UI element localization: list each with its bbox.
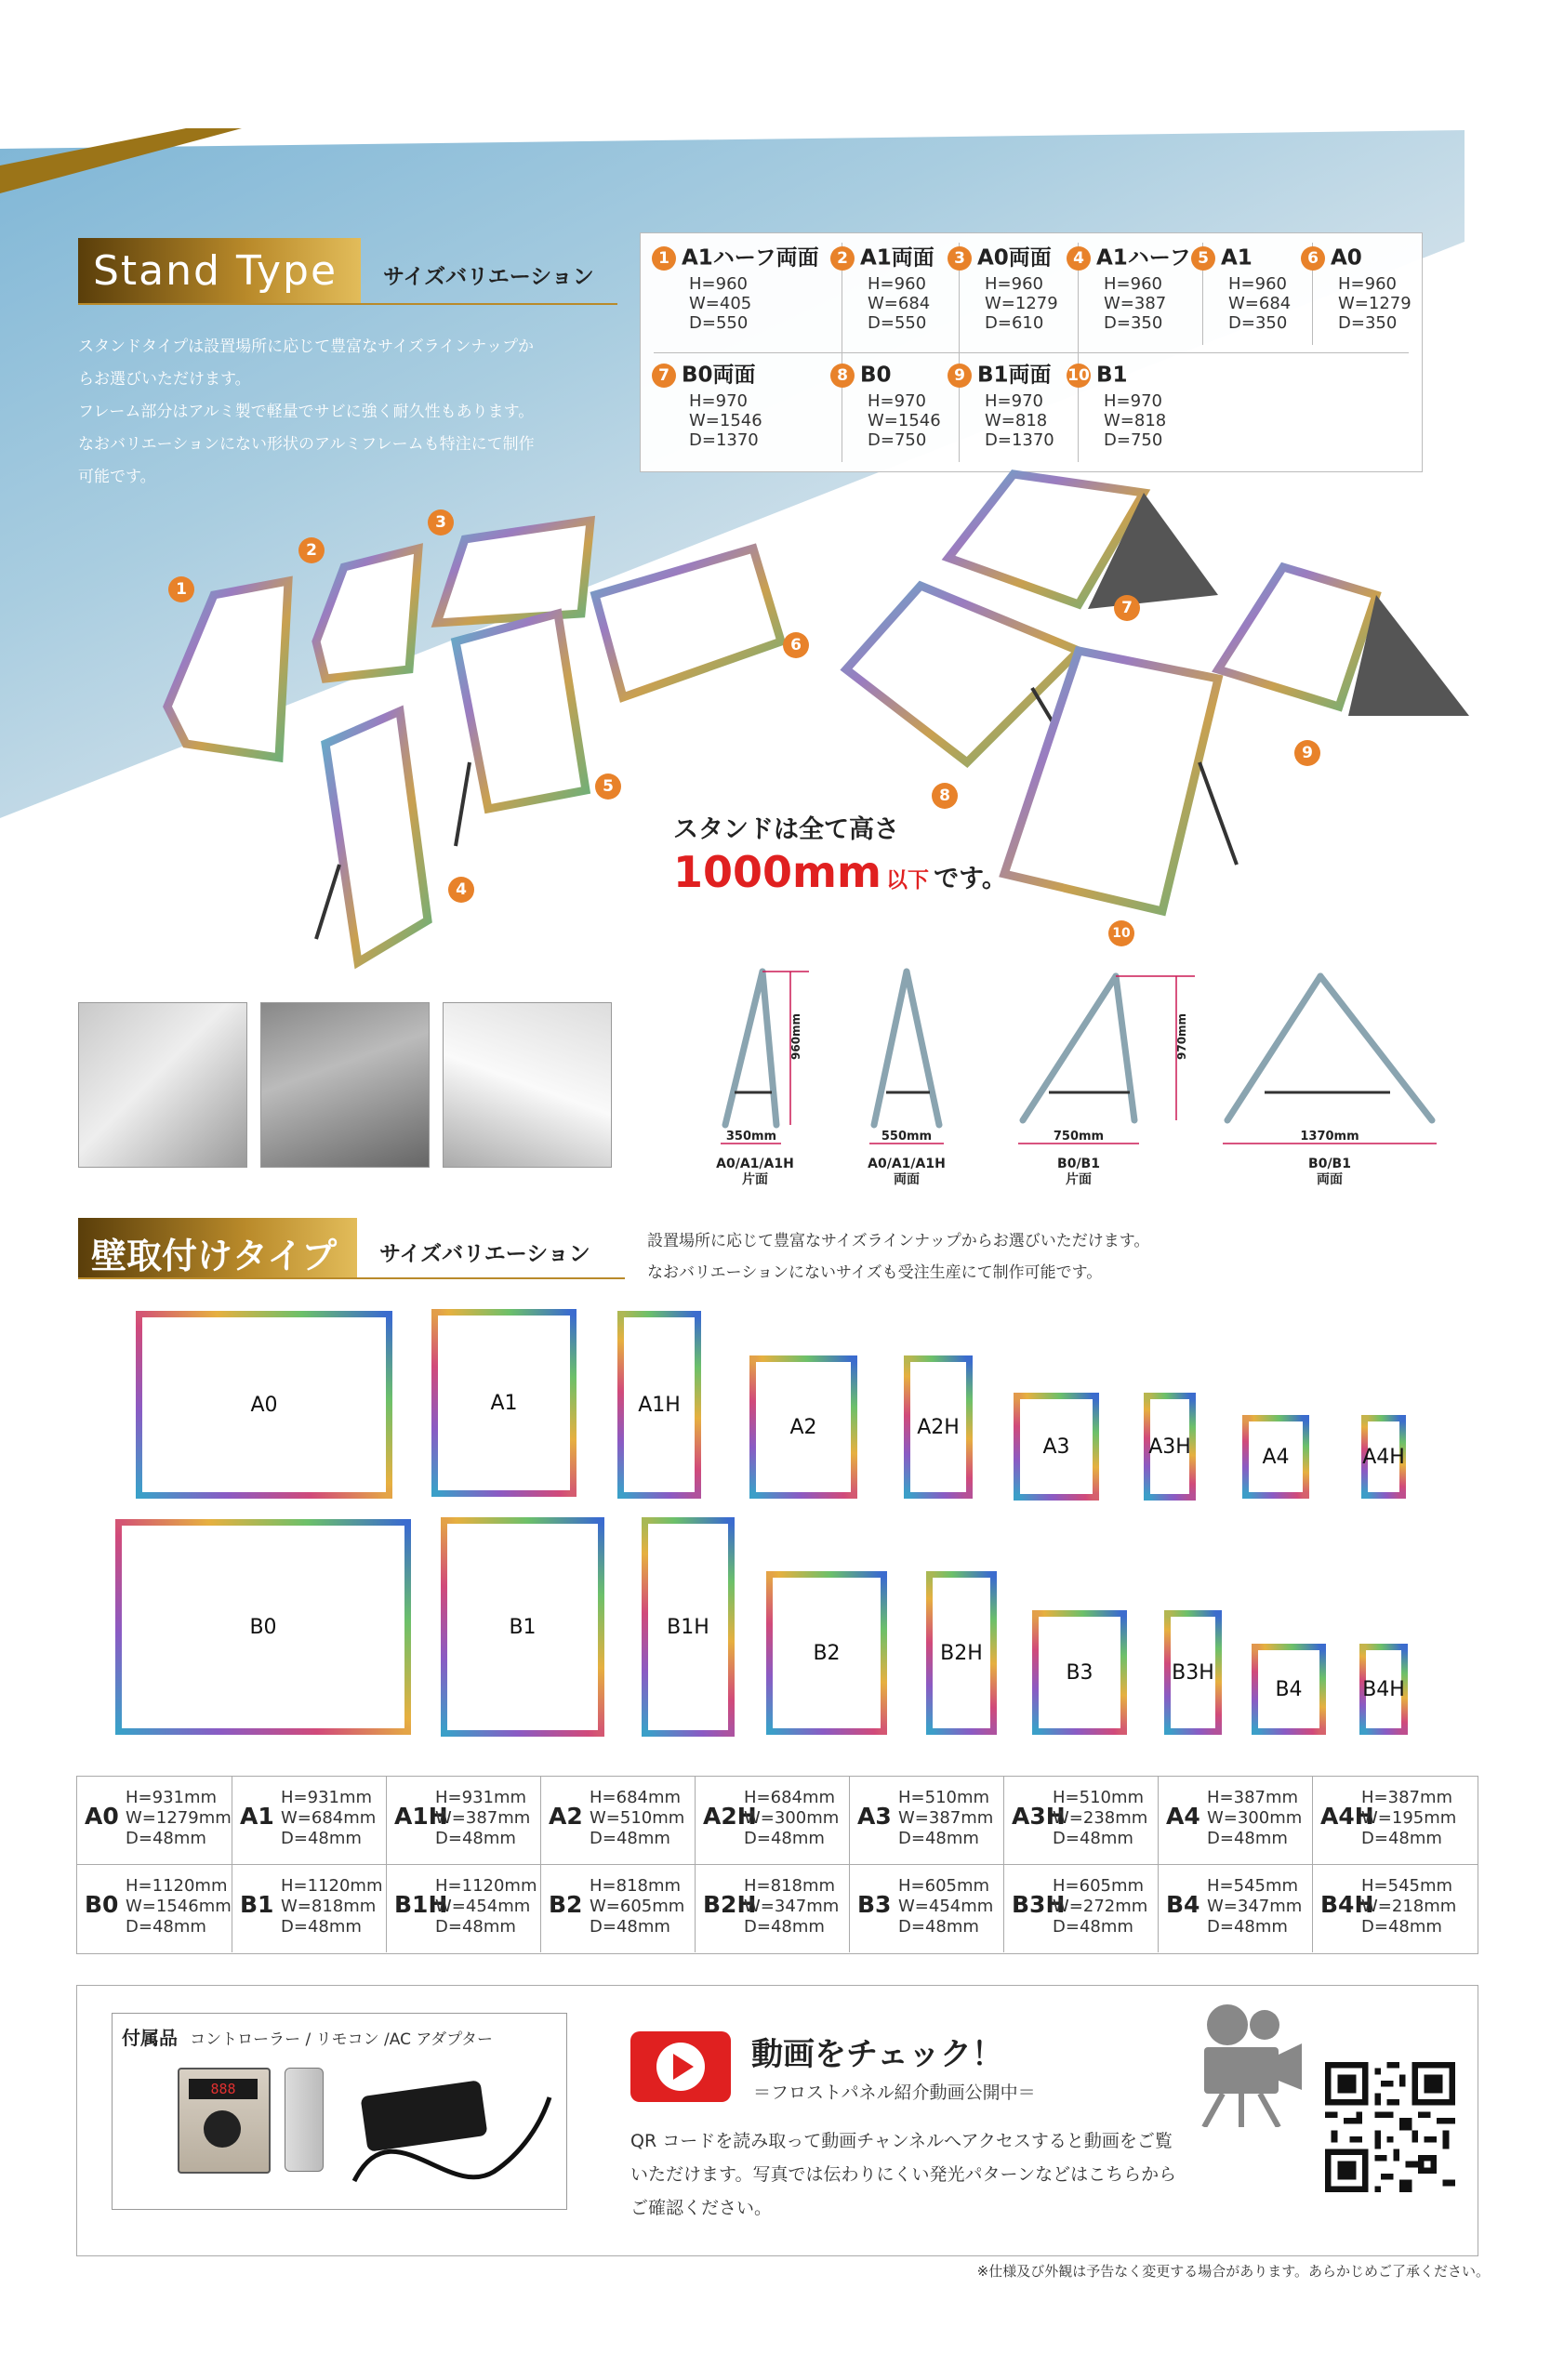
wall-size-d: D=48mm: [126, 1829, 206, 1848]
wall-size-w: W=387mm: [898, 1808, 994, 1828]
wall-title-underline: [78, 1277, 625, 1279]
stand-size-6: [1301, 246, 1412, 333]
size-w: W=1279: [1338, 294, 1412, 313]
wall-size-w: W=1279mm: [126, 1808, 232, 1828]
wall-size-w: W=218mm: [1361, 1897, 1457, 1916]
wall-intro-line: 設置場所に応じて豊富なサイズラインナップからお選びいただけます。: [647, 1232, 1150, 1250]
wall-size-d: D=48mm: [281, 1829, 362, 1848]
diagram-label: B0/B1: [1057, 1157, 1100, 1171]
product-badge-10: 10: [1108, 920, 1134, 946]
wall-intro-line: なおバリエーションにないサイズも受注生産にて制作可能です。: [647, 1263, 1103, 1282]
wall-size-cell: [695, 1865, 850, 1952]
wall-frame-B2: B2: [766, 1571, 887, 1735]
diagram-depth-1370: 1370mm: [1300, 1130, 1359, 1144]
wall-size-d: D=48mm: [590, 1917, 670, 1937]
wall-size-h: H=510mm: [898, 1788, 990, 1807]
wall-size-name: B2H: [703, 1891, 757, 1918]
stand-size-5: [1191, 246, 1291, 333]
size-d: D=350: [1228, 313, 1288, 333]
wall-size-name: B1: [240, 1891, 274, 1918]
size-w: W=1546: [868, 411, 941, 430]
wall-size-name: A3: [857, 1803, 892, 1830]
stand-product-1: [167, 581, 288, 758]
wall-frame-A4: A4: [1242, 1415, 1309, 1499]
wall-frame-A4H: A4H: [1361, 1415, 1406, 1499]
size-h: H=970: [1104, 391, 1162, 411]
wall-size-cell: [232, 1777, 387, 1864]
stand-title-underline: [78, 303, 617, 305]
wall-size-w: W=238mm: [1053, 1808, 1148, 1828]
accessory-box: [112, 2013, 567, 2210]
video-desc-line: いただけます。写真では伝わりにくい発光パターンなどはこちらから: [630, 2164, 1177, 2185]
wall-size-name: A1: [240, 1803, 274, 1830]
wall-size-h: H=545mm: [1361, 1876, 1453, 1896]
stand-product-4: [325, 711, 428, 962]
wall-size-w: W=605mm: [590, 1897, 685, 1916]
size-h: H=960: [985, 274, 1043, 294]
stand-product-3: [437, 521, 590, 623]
diagram-depth-550: 550mm: [881, 1130, 933, 1144]
wall-intro: [647, 1225, 1149, 1289]
stand-size-8: [830, 364, 941, 450]
product-badge-3: 3: [428, 509, 454, 536]
stand-intro-line: フレーム部分はアルミ製で軽量でサビに強く耐久性もあります。: [78, 403, 535, 421]
wall-size-cell: [386, 1865, 541, 1952]
wall-size-d: D=48mm: [281, 1917, 362, 1937]
stand-size-4: [1067, 246, 1191, 333]
wall-size-w: W=347mm: [1207, 1897, 1303, 1916]
size-name: A0両面: [977, 245, 1052, 271]
product-badge-8: 8: [932, 783, 958, 809]
stand-intro-line: 可能です。: [78, 468, 156, 486]
stand-size-9: [948, 364, 1054, 450]
diagram-depth-350: 350mm: [725, 1130, 777, 1144]
wall-size-d: D=48mm: [744, 1829, 825, 1848]
video-camera-icon: [1186, 1997, 1306, 2127]
wall-size-h: H=684mm: [744, 1788, 836, 1807]
stand-size-10: [1067, 364, 1166, 450]
stand-product-8: [846, 586, 1079, 762]
wall-size-name: B0: [85, 1891, 119, 1918]
size-badge: 1: [652, 246, 676, 271]
wall-frame-A2H: A2H: [904, 1355, 973, 1499]
wall-size-name: A2: [549, 1803, 583, 1830]
wall-size-h: H=605mm: [1053, 1876, 1145, 1896]
controller-image: 888: [178, 2068, 271, 2174]
wall-size-cell: [695, 1777, 850, 1864]
wall-frame-A2: A2: [749, 1355, 857, 1499]
wall-size-w: W=818mm: [281, 1897, 377, 1916]
wall-size-h: H=931mm: [281, 1788, 373, 1807]
stand-title: Stand Type: [93, 247, 338, 295]
wall-size-name: B4: [1166, 1891, 1200, 1918]
wall-subtitle: サイズバリエーション: [379, 1242, 590, 1266]
detail-photo-corner: [78, 1002, 247, 1168]
diagram-label: 両面: [1317, 1172, 1343, 1187]
stand-intro-line: スタンドタイプは設置場所に応じて豊富なサイズラインナップか: [78, 337, 534, 356]
wall-size-d: D=48mm: [898, 1829, 979, 1848]
wall-size-d: D=48mm: [1207, 1917, 1288, 1937]
product-badge-5: 5: [595, 774, 621, 800]
diagram-label: A0/A1/A1H: [716, 1157, 794, 1171]
stand-title-box: [78, 238, 361, 303]
product-badge-2: 2: [298, 537, 325, 563]
wall-frame-A1H: A1H: [617, 1311, 701, 1499]
size-w: W=387: [1104, 294, 1167, 313]
wall-size-h: H=387mm: [1361, 1788, 1453, 1807]
wall-size-w: W=347mm: [744, 1897, 840, 1916]
wall-frame-B3H: B3H: [1164, 1610, 1222, 1735]
product-badge-7: 7: [1114, 595, 1140, 621]
wall-frame-B1: B1: [441, 1517, 604, 1737]
diagram-label: 両面: [894, 1172, 920, 1187]
stand-subtitle: サイズバリエーション: [383, 265, 594, 289]
accessory-title: 付属品: [122, 2027, 178, 2049]
wall-size-d: D=48mm: [126, 1917, 206, 1937]
size-name: B1: [1096, 363, 1128, 388]
wall-size-h: H=684mm: [590, 1788, 682, 1807]
size-badge: 4: [1067, 246, 1091, 271]
video-description: [630, 2124, 1176, 2225]
wall-size-name: B3H: [1012, 1891, 1066, 1918]
wall-size-d: D=48mm: [744, 1917, 825, 1937]
wall-size-cell: [232, 1865, 387, 1952]
size-name: A0: [1331, 245, 1362, 271]
size-name: B1両面: [977, 363, 1052, 388]
wall-size-w: W=510mm: [590, 1808, 685, 1828]
diagram-label: 片面: [742, 1172, 768, 1187]
wall-frame-A3: A3: [1014, 1393, 1099, 1501]
wall-size-h: H=510mm: [1053, 1788, 1145, 1807]
wall-size-d: D=48mm: [1207, 1829, 1288, 1848]
wall-size-h: H=605mm: [898, 1876, 990, 1896]
wall-size-h: H=818mm: [590, 1876, 682, 1896]
size-w: W=684: [868, 294, 931, 313]
height-note-line1: スタンドは全て高さ: [673, 815, 899, 844]
size-w: W=1546: [689, 411, 762, 430]
size-badge: 9: [948, 364, 972, 388]
wall-size-h: H=931mm: [435, 1788, 527, 1807]
size-badge: 6: [1301, 246, 1325, 271]
wall-title: 壁取付けタイプ: [91, 1236, 338, 1276]
size-d: D=1370: [689, 430, 759, 450]
wall-size-h: H=931mm: [126, 1788, 218, 1807]
size-d: D=350: [1104, 313, 1163, 333]
size-name: A1ハーフ両面: [682, 245, 819, 271]
stand-size-table: [640, 232, 1423, 472]
play-button-icon[interactable]: [630, 2031, 731, 2102]
wall-size-d: D=48mm: [435, 1917, 516, 1937]
stand-product-2: [316, 549, 418, 679]
wall-size-h: H=545mm: [1207, 1876, 1299, 1896]
wall-size-name: A2H: [703, 1803, 757, 1830]
wall-frame-B0: B0: [115, 1519, 411, 1735]
diagram-label: A0/A1/A1H: [868, 1157, 946, 1171]
wall-size-cell: [1158, 1865, 1313, 1952]
height-note: [673, 809, 1007, 897]
wall-size-cell: [386, 1777, 541, 1864]
wall-frame-A0: A0: [136, 1311, 392, 1499]
stand-product-6: [595, 549, 781, 697]
stand-product-9: [1218, 567, 1376, 707]
size-w: W=818: [1104, 411, 1167, 430]
gold-corner-stripe: [0, 128, 242, 193]
wall-size-h: H=818mm: [744, 1876, 836, 1896]
size-name: A1両面: [860, 245, 934, 271]
wall-size-name: B2: [549, 1891, 583, 1918]
wall-size-d: D=48mm: [590, 1829, 670, 1848]
detail-photo-edge: [443, 1002, 612, 1168]
product-badge-4: 4: [448, 877, 474, 903]
height-note-small: 以下: [885, 868, 929, 892]
qr-code[interactable]: [1325, 2062, 1455, 2192]
wall-size-name: A1H: [394, 1803, 448, 1830]
footnote: ※仕様及び外観は予告なく変更する場合があります。あらかじめご了承ください。: [976, 2263, 1490, 2280]
size-badge: 3: [948, 246, 972, 271]
height-note-big: 1000mm: [673, 847, 881, 897]
stand-size-2: [830, 246, 934, 333]
size-d: D=350: [1338, 313, 1398, 333]
size-d: D=750: [1104, 430, 1163, 450]
wall-size-cell: [1312, 1777, 1467, 1864]
wall-size-w: W=454mm: [898, 1897, 994, 1916]
size-h: H=960: [868, 274, 926, 294]
wall-frame-B3: B3: [1032, 1610, 1127, 1735]
stand-intro-line: らお選びいただけます。: [78, 370, 251, 389]
size-badge: 2: [830, 246, 855, 271]
height-note-end: です。: [934, 865, 1007, 893]
wall-size-w: W=300mm: [744, 1808, 840, 1828]
size-name: B0: [860, 363, 892, 388]
wall-size-w: W=387mm: [435, 1808, 531, 1828]
wall-frame-A1: A1: [431, 1309, 577, 1497]
wall-size-d: D=48mm: [435, 1829, 516, 1848]
wall-size-h: H=1120mm: [435, 1876, 537, 1896]
wall-size-w: W=454mm: [435, 1897, 531, 1916]
wall-size-d: D=48mm: [1053, 1917, 1133, 1937]
size-w: W=405: [689, 294, 752, 313]
size-name: A1ハーフ: [1096, 245, 1191, 271]
video-desc-line: QR コードを読み取って動画チャンネルへアクセスすると動画をご覧: [630, 2131, 1173, 2151]
diagram-depth-750: 750mm: [1053, 1130, 1105, 1144]
wall-size-name: A0: [85, 1803, 119, 1830]
size-h: H=960: [1104, 274, 1162, 294]
stand-intro-line: なおバリエーションにない形状のアルミフレームも特注にて制作: [78, 435, 535, 454]
wall-frame-B4: B4: [1252, 1644, 1326, 1735]
size-badge: 8: [830, 364, 855, 388]
size-h: H=960: [1338, 274, 1397, 294]
video-title: 動画をチェック！: [751, 2036, 1003, 2073]
size-h: H=960: [689, 274, 748, 294]
wall-size-d: D=48mm: [1361, 1829, 1442, 1848]
size-w: W=818: [985, 411, 1048, 430]
size-d: D=550: [868, 313, 927, 333]
wall-size-w: W=272mm: [1053, 1897, 1148, 1916]
size-h: H=960: [1228, 274, 1287, 294]
size-d: D=750: [868, 430, 927, 450]
remote-image: [285, 2068, 324, 2172]
size-d: D=1370: [985, 430, 1054, 450]
wall-size-d: D=48mm: [1361, 1917, 1442, 1937]
wall-size-name: A3H: [1012, 1803, 1066, 1830]
wall-size-cell: [77, 1865, 232, 1952]
wall-frame-B1H: B1H: [642, 1517, 735, 1737]
size-badge: 7: [652, 364, 676, 388]
size-d: D=610: [985, 313, 1044, 333]
video-desc-line: ご確認ください。: [630, 2198, 773, 2218]
diagram-label: 片面: [1066, 1172, 1092, 1187]
wall-size-cell: [1158, 1777, 1313, 1864]
wall-frame-B2H: B2H: [926, 1571, 997, 1735]
wall-size-d: D=48mm: [1053, 1829, 1133, 1848]
size-w: W=684: [1228, 294, 1292, 313]
product-badge-9: 9: [1294, 740, 1320, 766]
wall-size-w: W=684mm: [281, 1808, 377, 1828]
stand-size-1: [652, 246, 819, 333]
product-badge-6: 6: [783, 632, 809, 658]
video-subtitle: ＝フロストパネル紹介動画公開中＝: [753, 2082, 1036, 2103]
size-h: H=970: [689, 391, 748, 411]
wall-size-cell: [540, 1865, 696, 1952]
diagram-height-970: 970mm: [1175, 1012, 1188, 1060]
wall-size-name: A4H: [1320, 1803, 1374, 1830]
wall-size-w: W=300mm: [1207, 1808, 1303, 1828]
product-badge-1: 1: [168, 576, 194, 602]
wall-size-w: W=195mm: [1361, 1808, 1457, 1828]
wall-size-cell: [849, 1865, 1004, 1952]
size-badge: 10: [1067, 364, 1091, 388]
accessory-items: コントローラー / リモコン /AC アダプター: [190, 2030, 493, 2049]
wall-size-cell: [1003, 1865, 1159, 1952]
wall-size-cell: [1003, 1777, 1159, 1864]
size-h: H=970: [868, 391, 926, 411]
size-w: W=1279: [985, 294, 1058, 313]
wall-size-name: B3: [857, 1891, 892, 1918]
size-name: B0両面: [682, 363, 756, 388]
diagram-label: B0/B1: [1308, 1157, 1351, 1171]
wall-size-name: B1H: [394, 1891, 448, 1918]
wall-size-h: H=387mm: [1207, 1788, 1299, 1807]
wall-size-cell: [1312, 1865, 1467, 1952]
wall-size-h: H=1120mm: [126, 1876, 228, 1896]
wall-frame-B4H: B4H: [1359, 1644, 1408, 1735]
adapter-cable-icon: [336, 2069, 559, 2200]
stand-product-5: [456, 614, 586, 809]
size-d: D=550: [689, 313, 749, 333]
wall-size-h: H=1120mm: [281, 1876, 383, 1896]
wall-size-table: [76, 1776, 1478, 1954]
size-h: H=970: [985, 391, 1043, 411]
wall-frame-A3H: A3H: [1144, 1393, 1196, 1501]
detail-photo-hinge: [260, 1002, 430, 1168]
size-badge: 5: [1191, 246, 1215, 271]
wall-size-name: B4H: [1320, 1891, 1374, 1918]
stand-size-3: [948, 246, 1058, 333]
stand-size-7: [652, 364, 762, 450]
wall-size-cell: [77, 1777, 232, 1864]
wall-size-cell: [540, 1777, 696, 1864]
wall-size-cell: [849, 1777, 1004, 1864]
diagram-height-960: 960mm: [789, 1012, 802, 1060]
wall-size-w: W=1546mm: [126, 1897, 232, 1916]
wall-size-d: D=48mm: [898, 1917, 979, 1937]
wall-title-box: [78, 1218, 357, 1277]
stand-dimension-diagrams: [707, 958, 1469, 1199]
size-name: A1: [1221, 245, 1253, 271]
wall-size-name: A4: [1166, 1803, 1200, 1830]
stand-products-illustration: [149, 456, 1497, 995]
